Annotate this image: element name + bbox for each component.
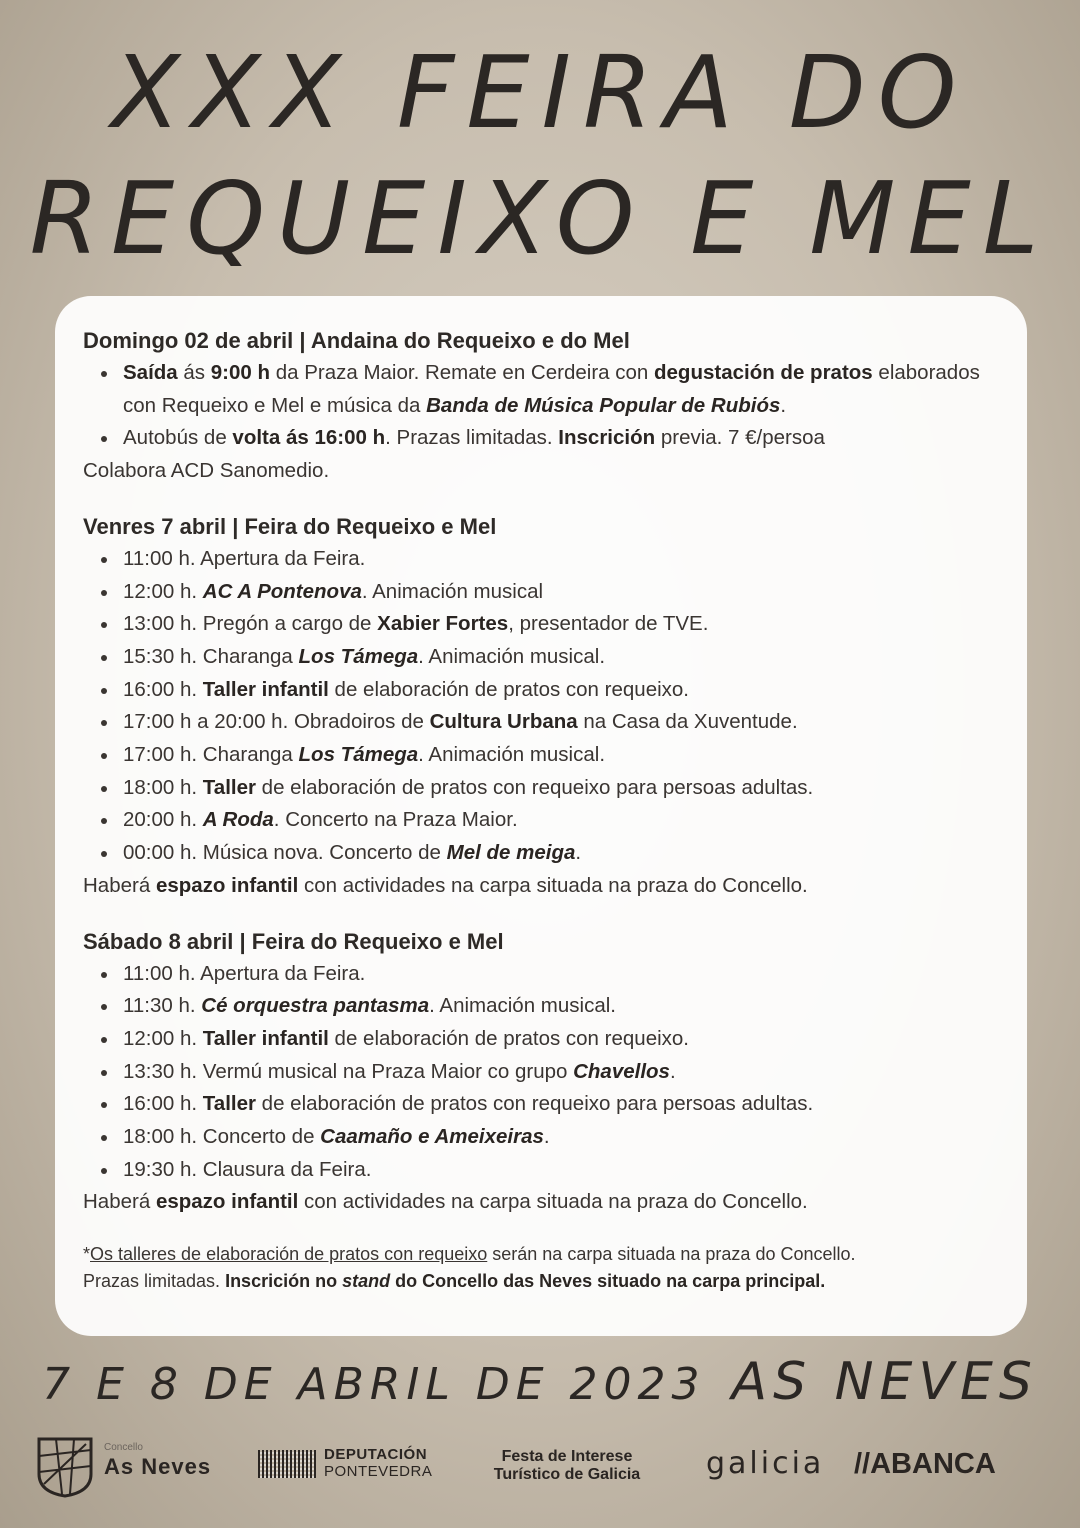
title-line-2: REQUEIXO E MEL: [29, 160, 1051, 277]
text: 13:30 h. Vermú musical na Praza Maior co grupo: [123, 1059, 574, 1083]
text: 00:00 h. Música nova. Concerto de: [123, 841, 447, 865]
text: .: [575, 841, 582, 865]
text: serán na carpa situada na praza do Concello.: [487, 1244, 856, 1265]
event-date-line: [0, 1352, 1080, 1412]
section-sunday: [83, 324, 997, 488]
text-bold-italic: Chavellos: [573, 1059, 670, 1083]
text: . Animación musical.: [429, 994, 616, 1018]
text: de elaboración de pratos con requeixo para persoas adultas.: [255, 1092, 814, 1116]
text: 20:00 h.: [123, 808, 203, 832]
section-heading: Sábado 8 abril | Feira do Requeixo e Mel: [83, 928, 504, 954]
event-date: 7 E 8 DE ABRIL DE 2023: [42, 1359, 706, 1410]
text-bold: Inscrición: [558, 426, 656, 450]
text: de elaboración de pratos con requeixo.: [328, 677, 689, 701]
event-place: AS NEVES: [731, 1352, 1038, 1412]
text: 18:00 h.: [123, 775, 203, 799]
text: 16:00 h.: [123, 677, 203, 701]
logo-festa-interese: [472, 1430, 662, 1510]
text: . Animación musical.: [418, 644, 606, 668]
list-item: [123, 804, 997, 837]
list-item: [123, 1088, 997, 1121]
text: 15:30 h. Charanga: [123, 644, 299, 668]
text: 12:00 h.: [123, 1026, 203, 1050]
text: . Concerto na Praza Maior.: [273, 808, 518, 832]
text-underlined: Os talleres de elaboración de pratos con requeixo: [90, 1244, 488, 1265]
logo-text: DEPUTACIÓN: [324, 1446, 428, 1463]
section-footer: Colabora ACD Sanomedio.: [83, 459, 330, 483]
logo-text: Turístico de Galicia: [493, 1466, 641, 1483]
section-footer: [83, 1186, 997, 1219]
list-item: [123, 674, 997, 707]
list-item: [123, 1154, 997, 1187]
section-saturday: [83, 925, 997, 1220]
text-bold: 9:00 h: [210, 361, 270, 384]
list-item: [123, 1023, 997, 1056]
text: 18:00 h. Concerto de: [123, 1125, 321, 1149]
list-item: [123, 706, 997, 739]
text-bold: Inscrición no: [225, 1271, 343, 1292]
program-card: [55, 296, 1027, 1336]
event-list: [83, 543, 997, 870]
text: con actividades na carpa situada na praza do Concello.: [298, 873, 808, 897]
logo-deputacion-pontevedra: [258, 1430, 448, 1510]
logo-abanca: [854, 1430, 1044, 1510]
text-bold: espazo infantil: [155, 1190, 299, 1214]
text: 19:30 h. Clausura da Feira.: [123, 1157, 372, 1181]
text: .: [543, 1125, 550, 1149]
text: Autobús de: [123, 426, 233, 450]
text: . Prazas limitadas.: [385, 426, 559, 450]
text: .: [669, 1059, 676, 1083]
text-bold-italic: Los Támega: [298, 644, 419, 668]
text-bold: Xabier Fortes: [377, 612, 509, 636]
logo-text: Festa de Interese: [501, 1448, 633, 1465]
logo-galicia: [676, 1430, 836, 1510]
text-bold-italic: Caamaño e Ameixeiras: [320, 1125, 544, 1149]
footnote: [83, 1241, 997, 1295]
list-item: [123, 543, 997, 576]
text-bold: do Concello das Neves situado na carpa principal.: [390, 1271, 826, 1292]
text: 17:00 h. Charanga: [123, 743, 299, 767]
text-bold-italic: Cé orquestra pantasma: [201, 994, 430, 1018]
text: 12:00 h.: [123, 579, 203, 603]
section-footer: [83, 870, 997, 903]
text-bold-italic: Los Támega: [298, 743, 419, 767]
logo-concello-as-neves: [36, 1430, 226, 1510]
text: Haberá: [83, 873, 156, 897]
title-line-1: XXX FEIRA DO: [111, 34, 969, 151]
list-item: [123, 1121, 997, 1154]
text-bold-italic: Banda de Música Popular de Rubiós: [426, 393, 781, 417]
list-item: [123, 958, 997, 991]
list-item: [123, 641, 997, 674]
text: 11:00 h. Apertura da Feira.: [123, 961, 366, 985]
list-item: [123, 608, 997, 641]
text-bold: Saída: [123, 361, 178, 384]
list-item: [123, 990, 997, 1023]
text-bold: Taller infantil: [202, 1026, 329, 1050]
text: de elaboración de pratos con requeixo.: [328, 1026, 689, 1050]
text-bold: espazo infantil: [155, 873, 299, 897]
text-bold: degustación de pratos: [654, 361, 873, 384]
text: , presentador de TVE.: [508, 612, 709, 636]
text-bold-italic: A Roda: [202, 808, 274, 832]
text-bold: Cultura Urbana: [429, 710, 578, 734]
poster-title: [0, 30, 1080, 282]
text: Prazas limitadas.: [83, 1271, 226, 1292]
logo-text: PONTEVEDRA: [324, 1463, 433, 1480]
text-bold: Taller: [202, 1092, 256, 1116]
deputacion-grid-icon: [258, 1450, 316, 1478]
text: ás: [177, 361, 211, 384]
section-friday: [83, 510, 997, 903]
list-item: [123, 739, 997, 772]
text: .: [780, 393, 787, 417]
text: previa. 7 €/persoa: [655, 426, 825, 450]
text-bold-italic: Mel de meiga: [446, 841, 576, 865]
text: con actividades na carpa situada na praza do Concello.: [298, 1190, 808, 1214]
text: 13:00 h. Pregón a cargo de: [123, 612, 378, 636]
section-heading: Venres 7 abril | Feira do Requeixo e Mel: [83, 513, 497, 539]
text: . Animación musical.: [418, 743, 606, 767]
text-bold: Taller: [202, 775, 256, 799]
text: elaborados con Requeixo e Mel e música da: [123, 361, 980, 417]
footnote-line-1: [83, 1241, 997, 1268]
logo-text: //ABANCA: [854, 1448, 996, 1480]
logo-small-text: Concello: [104, 1442, 143, 1453]
list-item: [123, 837, 997, 870]
text: 11:30 h.: [123, 994, 202, 1018]
text: 17:00 h a 20:00 h. Obradoiros de: [123, 710, 430, 734]
text-bold: volta ás 16:00 h: [232, 426, 386, 450]
logo-text: galicia: [706, 1446, 825, 1481]
text: na Casa da Xuventude.: [577, 710, 798, 734]
text: Haberá: [83, 1190, 156, 1214]
text: . Animación musical: [361, 579, 544, 603]
list-item: [123, 422, 997, 455]
event-list: [83, 357, 997, 455]
footnote-line-2: [83, 1268, 997, 1295]
logo-text: As Neves: [104, 1454, 212, 1479]
concello-shield-icon: [36, 1436, 94, 1498]
list-item: [123, 1056, 997, 1089]
text: *: [83, 1244, 91, 1265]
section-heading: Domingo 02 de abril | Andaina do Requeixo e do Mel: [83, 328, 630, 353]
text-bold-italic: stand: [342, 1271, 391, 1292]
text: 16:00 h.: [123, 1092, 203, 1116]
sponsor-logos: [36, 1430, 1046, 1510]
list-item: [123, 357, 997, 422]
event-list: [83, 958, 997, 1187]
text-bold: Taller infantil: [202, 677, 329, 701]
list-item: [123, 576, 997, 609]
text: de elaboración de pratos con requeixo para persoas adultas.: [255, 775, 814, 799]
list-item: [123, 772, 997, 805]
text: 11:00 h. Apertura da Feira.: [123, 546, 366, 570]
text-bold-italic: AC A Pontenova: [202, 579, 362, 603]
text: da Praza Maior. Remate en Cerdeira con: [270, 361, 654, 384]
